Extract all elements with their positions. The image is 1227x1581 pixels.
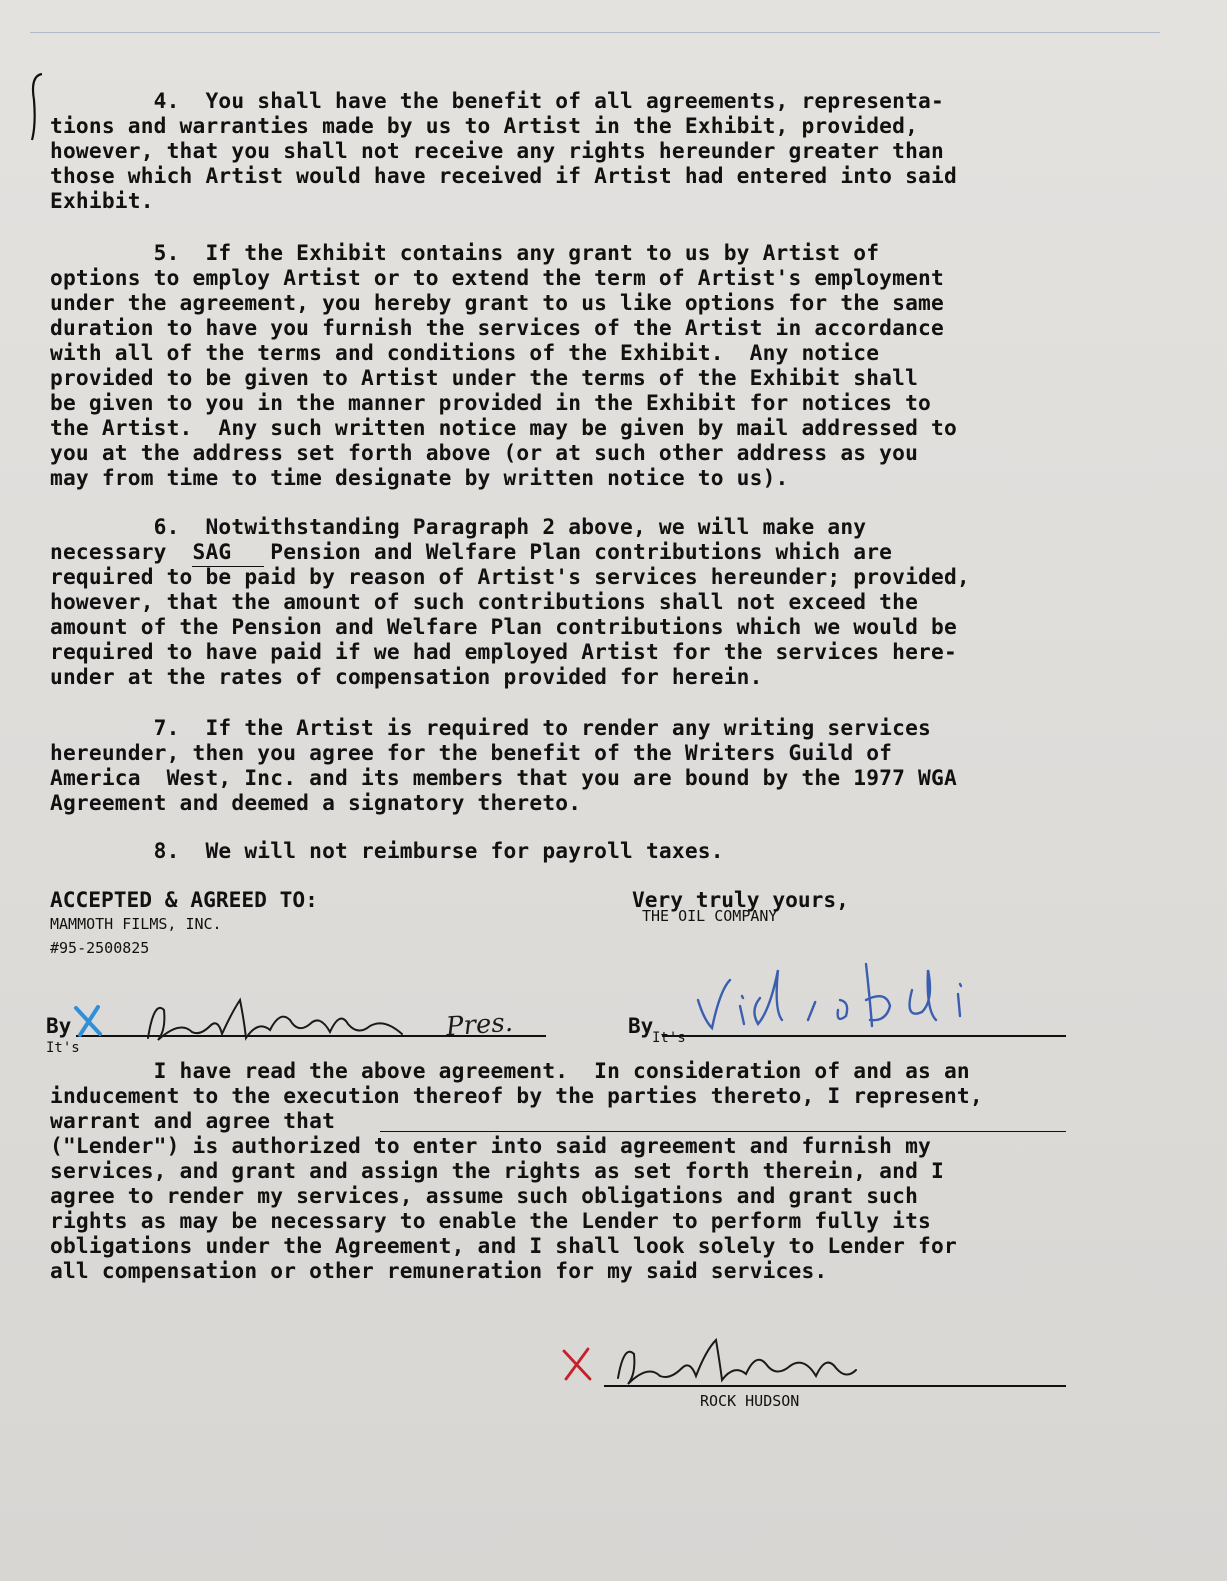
accepted-heading: ACCEPTED & AGREED TO: — [50, 887, 318, 912]
right-its-label: It's — [652, 1030, 686, 1046]
paragraph-4: 4. You shall have the benefit of all agreements, representa- tions and warranties made by us to Artist in the Exhibit, provided, however, that you shall not receive any rights hereunder greater than those which Artist would have received if Artist had entered into said Exhibit. — [50, 88, 957, 213]
left-by-label: By — [46, 1014, 72, 1038]
paragraph-8: 8. We will not reimburse for payroll taxes. — [50, 838, 724, 863]
inducement-paragraph: I have read the above agreement. In consideration of and as an inducement to the execution thereof by the parties thereto, I represent, warrant and agree that ("Lender") is authorized to enter into said agreement and furnish my services, and grant and assign the rights as set forth therein, and I agree to render my services, assume such obligations and grant such rights as may be necessary to enable the Lender to perform fully its obligations under the Agreement, and I shall look solely to Lender for all compensation or other remuneration for my said services. — [50, 1058, 983, 1283]
left-its-label: It's — [46, 1040, 80, 1056]
paragraph-7: 7. If the Artist is required to render any writing services hereunder, then you agree for the benefit of the Writers Guild of America West, Inc. and its members that you are bound by the 1977 WGA Agreement and deemed a signatory thereto. — [50, 715, 957, 815]
lender-blank-line — [380, 1131, 1066, 1132]
artist-name: ROCK HUDSON — [700, 1392, 800, 1410]
artist-signature-line — [604, 1385, 1066, 1387]
right-company-name: THE OIL COMPANY — [642, 907, 778, 925]
left-company-number: #95-2500825 — [50, 939, 150, 957]
right-by-label: By — [628, 1014, 654, 1038]
paragraph-5: 5. If the Exhibit contains any grant to us by Artist of options to employ Artist or to extend the term of Artist's employment under the agreement, you hereby grant to us like options for the same duration to have you furnish the services of the Artist in accordance with all of the terms and conditions of the Exhibit. Any notice provided to be given to Artist under the terms of the Exhibit shall be given to you in the manner provided in the Exhibit for notices to the Artist. Any such written notice may be given by mail addressed to you at the address set forth above (or at such other address as you may from time to time designate by written notice to us). — [50, 240, 957, 490]
blue-x-mark — [72, 1004, 106, 1038]
right-signature — [690, 950, 990, 1040]
left-signature — [140, 990, 430, 1050]
left-company-name: MAMMOTH FILMS, INC. — [50, 915, 222, 933]
pres-handwritten-note: Pres. — [445, 1007, 514, 1043]
paragraph-6: 6. Notwithstanding Paragraph 2 above, we will make any necessary SAG Pension and Welfare Plan contributions which are required to be paid by reason of Artist's services hereunder; provided, however, that the amount of such contributions shall not exceed the amount of the Pension and Welfare Plan contributions which we would be required to have paid if we had employed Artist for the services here- under at the rates of compensation provided for herein. — [50, 514, 970, 689]
closing-line: Very truly yours, — [632, 887, 849, 912]
margin-bracket-mark — [28, 70, 48, 145]
red-x-mark — [558, 1345, 598, 1385]
top-rule — [30, 32, 1160, 33]
